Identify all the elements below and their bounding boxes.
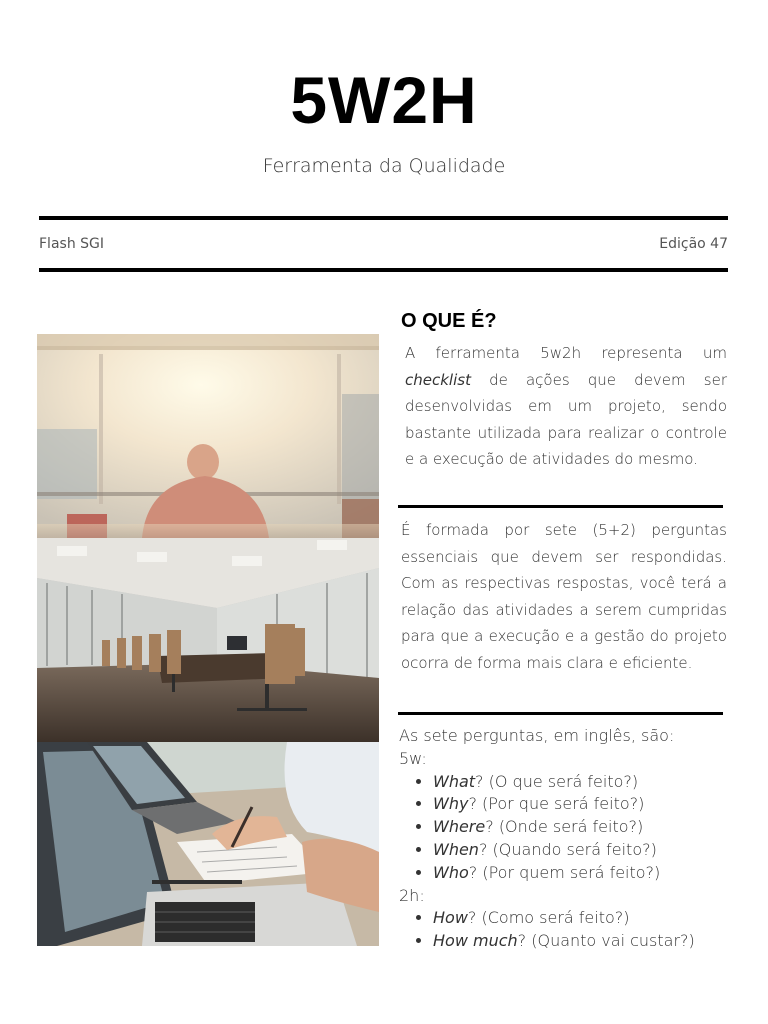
questions-block [399, 725, 739, 953]
office-window-person-photo [37, 334, 379, 538]
section-divider [398, 712, 723, 715]
section-divider [398, 505, 723, 508]
question-text: ? (Como será feito?) [467, 908, 630, 928]
group-label-5w: 5w: [399, 748, 427, 768]
laptops-desk-photo [37, 742, 379, 946]
list-item [433, 839, 739, 862]
publication-name: Flash SGI [39, 236, 105, 252]
page-title: 5W2H [290, 63, 478, 137]
question-term: Why [433, 794, 469, 814]
question-term: Where [433, 817, 486, 837]
page-subtitle: Ferramenta da Qualidade [262, 155, 506, 177]
photo-column [37, 334, 379, 946]
question-term: When [433, 839, 479, 859]
description-paragraph: É formada por sete (5+2) perguntas essenciais que devem ser respondidas. Com as respectivas respostas, você terá a relação das atividades a serem cumpridas para que a execução e a gestão do projeto ocorra de forma mais clara e eficiente. [401, 521, 727, 672]
questions-intro: As sete perguntas, em inglês, são: [399, 726, 675, 745]
header-rule-bottom [39, 268, 728, 272]
question-term: How [433, 908, 468, 928]
conference-room-photo [37, 538, 379, 742]
list-item [433, 816, 739, 839]
intro-paragraph [405, 340, 727, 473]
header-rule-top [39, 216, 728, 220]
question-text: ? (Por quem será feito?) [468, 862, 661, 882]
intro-text-end: de ações que devem ser desenvolvidas em um projeto, sendo bastante utilizada para realizar o controle e a execução de atividades do mesmo. [405, 370, 727, 468]
list-item [433, 793, 739, 816]
question-term: Who [433, 862, 469, 882]
intro-text-start: A ferramenta 5w2h representa um [405, 344, 727, 362]
questions-list-5w [399, 771, 739, 885]
question-text: ? (Quanto vai custar?) [517, 931, 695, 951]
list-item [433, 862, 739, 885]
edition-number: Edição 47 [659, 236, 728, 252]
question-term: What [433, 771, 476, 791]
intro-text-italic: checklist [405, 370, 471, 389]
list-item [433, 907, 739, 930]
section-heading: O QUE É? [401, 310, 497, 332]
group-label-2h: 2h: [399, 885, 425, 905]
list-item [433, 771, 739, 794]
questions-list-2h [399, 907, 739, 953]
question-text: ? (Por que será feito?) [468, 794, 645, 814]
question-text: ? (O que será feito?) [475, 771, 639, 791]
list-item [433, 930, 739, 953]
question-text: ? (Quando será feito?) [478, 839, 657, 859]
question-term: How much [433, 931, 518, 951]
question-text: ? (Onde será feito?) [485, 817, 644, 837]
